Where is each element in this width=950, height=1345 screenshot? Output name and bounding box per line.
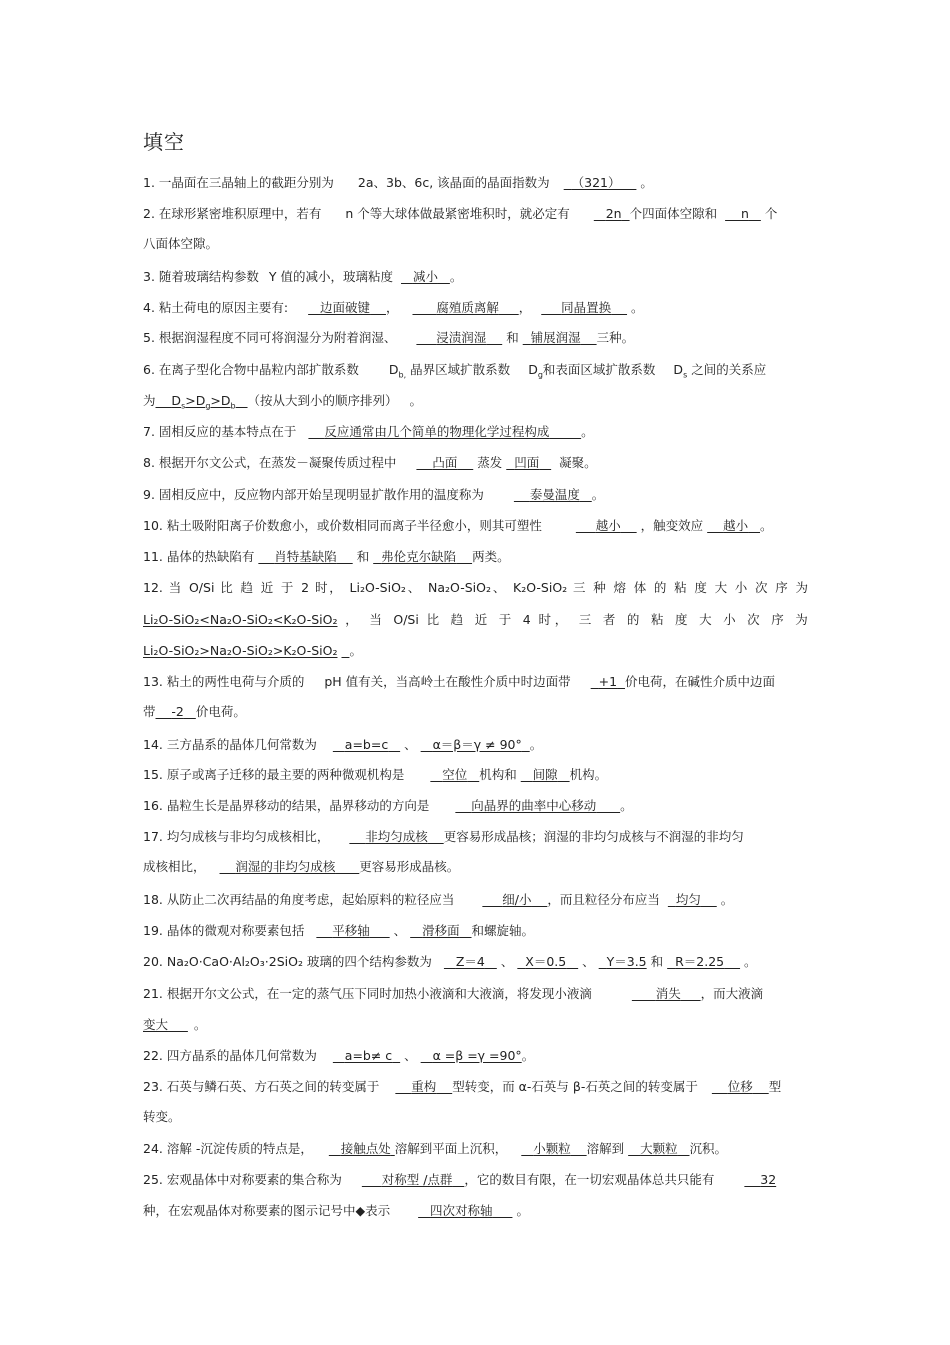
q18-answer-2: 均匀 — [675, 892, 701, 907]
q15-answer-2: 间隙 — [532, 767, 558, 782]
q12-word: 次 — [755, 580, 770, 595]
q22-text: 22. 四方晶系的晶体几何常数为 — [143, 1048, 317, 1063]
q12-word: O/Si — [393, 612, 419, 627]
q17-answer-1: 非均匀成核 — [365, 829, 428, 844]
question-16 — [143, 798, 808, 814]
q12-word: 熔 — [613, 580, 628, 595]
q18-end: 。 — [720, 892, 734, 907]
q6-text-4: 之间的关系应 — [691, 362, 767, 377]
question-25 — [143, 1172, 808, 1188]
q18-answer-1: 细/小 — [502, 892, 532, 907]
question-12-line-3 — [143, 643, 808, 659]
q5-text: 5. 根据润湿程度不同可将润湿分为附着润湿、 — [143, 330, 397, 345]
question-5 — [143, 330, 808, 346]
q20-text-2: 和 — [650, 954, 664, 969]
q12-word: 于 — [498, 612, 516, 627]
q12-word: 大 — [699, 612, 716, 627]
q5-text-2: 和 — [506, 330, 519, 345]
q12-end: 。 — [349, 643, 362, 658]
q16-text: 16. 晶粒生长是晶界移动的结果，晶界移动的方向是 — [143, 798, 430, 813]
question-19: 19. 晶体的微观对称要素包括 平移轴 、 滑移面 和螺旋轴。 — [143, 923, 535, 938]
question-18 — [143, 892, 808, 908]
q3-text-2: Y 值的减小，玻璃粘度 — [268, 269, 394, 284]
q12-word: 比 — [220, 580, 235, 595]
q12-word: 时， — [314, 580, 344, 595]
q12-word: ， — [345, 612, 362, 627]
q20-text: 20. Na₂O·CaO·Al₂O₃·2SiO₂ 玻璃的四个结构参数为 — [143, 954, 432, 969]
q19-answer-1: 平移轴 — [332, 923, 370, 938]
q20-answer-2: X＝0.5 — [525, 954, 567, 969]
q9-answer: 泰曼温度 — [529, 487, 580, 502]
q2-answer-2: n — [741, 206, 749, 221]
q22-answer-1: a=b≠ c — [344, 1048, 393, 1063]
q12-word: 粘 — [674, 580, 689, 595]
question-15 — [143, 767, 808, 783]
q3-end: 。 — [449, 269, 463, 284]
q12-answer-2: Li₂O-SiO₂>Na₂O-SiO₂>K₂O-SiO₂ — [143, 643, 338, 658]
question-12-line-2 — [143, 612, 808, 628]
q12-word: 者 — [602, 612, 620, 627]
q12-word: 为 — [795, 580, 808, 595]
question-23 — [143, 1079, 808, 1095]
q6-note: （按从大到小的顺序排列） — [247, 393, 398, 408]
q13-text-3: 价电荷，在碱性介质中边面 — [625, 674, 776, 689]
q12-word: 粘 — [650, 612, 668, 627]
q4-answer-1: 边面破键 — [320, 300, 371, 315]
q12-word: 当 — [168, 580, 184, 595]
q6-answer: $D_s>D_g>D_b$ — [171, 393, 236, 411]
q12-word: 度 — [675, 612, 692, 627]
q5-answer-1: 浸渍润湿 — [436, 330, 487, 345]
q12-word: 三 — [573, 580, 588, 595]
question-25-line-2 — [143, 1203, 808, 1219]
q25-answer-1: 对称型 /点群 — [381, 1172, 453, 1187]
q25-answer-3: 四次对称轴 — [430, 1203, 493, 1218]
q13-text: 13. 粘土的两性电荷与介质的 — [143, 674, 305, 689]
q12-word: 体 — [633, 580, 649, 595]
question-1 — [143, 175, 808, 191]
q14-answer-2: α＝β＝γ ≠ 90° — [432, 737, 522, 752]
q12-word: 度 — [694, 580, 709, 595]
q5-answer-2: 铺展润湿 — [530, 330, 581, 345]
q12-word: 12. — [143, 580, 163, 595]
page-title: 填空 — [143, 130, 185, 154]
q12-word: 的 — [626, 612, 644, 627]
q16-answer: 向晶界的曲率中心移动 — [471, 798, 597, 813]
q1-answer: （321） — [571, 175, 621, 190]
q15-text: 15. 原子或离子迁移的最主要的两种微观机构是 — [143, 767, 405, 782]
q12-word: 次 — [747, 612, 764, 627]
question-7 — [143, 424, 808, 440]
q12-word: 大 — [714, 580, 729, 595]
q10-end: 。 — [760, 518, 773, 533]
q11-end: 两类。 — [472, 549, 510, 564]
q23-text-3: 型 — [768, 1079, 782, 1094]
q12-word: 比 — [426, 612, 443, 627]
q17-text-3: 更容易形成晶核。 — [359, 859, 460, 874]
q2-text-3: 个四面体空隙和 — [629, 206, 718, 221]
q13-answer-2: -2 — [171, 704, 184, 719]
q10-answer-1: 越小 — [595, 518, 621, 533]
q8-text-2: 蒸发 — [477, 455, 503, 470]
question-9 — [143, 487, 808, 503]
q12-word: 于 — [280, 580, 296, 595]
q11-text: 11. 晶体的热缺陷有 — [143, 549, 255, 564]
q11-answer-2: 弗伦克尔缺陷 — [381, 549, 457, 564]
q9-text: 9. 固相反应中，反应物内部开始呈现明显扩散作用的温度称为 — [143, 487, 484, 502]
q14-end: 。 — [529, 737, 543, 752]
q12-word: O/Si — [188, 580, 215, 595]
q20-answer-1: Z＝4 — [455, 954, 485, 969]
q14-answer-1: a=b=c — [344, 737, 389, 752]
q9-end: 。 — [591, 487, 605, 502]
question-23-line-2: 转变。 — [143, 1109, 181, 1124]
question-22: 22. 四方晶系的晶体几何常数为 a=b≠ c 、 α =β =γ =90°。 — [143, 1048, 535, 1063]
q18-text-2: ，而且粒径分布应当 — [547, 892, 660, 907]
q12-word: 为 — [795, 612, 808, 627]
question-11 — [143, 549, 808, 565]
q24-answer-1: 接触点处 — [340, 1141, 391, 1156]
q25-answer-2: 32 — [760, 1172, 777, 1187]
q12-word: 序 — [775, 580, 790, 595]
q2-text-4: 个 — [764, 206, 778, 221]
question-24 — [143, 1141, 808, 1157]
q12-word: 三 — [578, 612, 596, 627]
q2-answer-1: 2n — [605, 206, 622, 221]
question-20: 20. Na₂O·CaO·Al₂O₃·2SiO₂ 玻璃的四个结构参数为 Z＝4 、 X＝0.5 、 Y＝3.5 和 R＝2.25 。 — [143, 954, 757, 969]
q24-text-3: 溶解到 — [586, 1141, 625, 1156]
q21-answer-2: 变大 — [143, 1017, 169, 1032]
q12-word: 4 — [522, 612, 531, 627]
q8-end: 凝聚。 — [559, 455, 597, 470]
q12-word: Na₂O-SiO₂、 — [427, 580, 508, 595]
q21-text: 21. 根据开尔文公式，在一定的蒸气压下同时加热小液滴和大液滴，将发现小液滴 — [143, 986, 592, 1001]
q2-text-2: n 个等大球体做最紧密堆积时，就必定有 — [345, 206, 570, 221]
question-21-line-2 — [143, 1017, 808, 1033]
q23-text-2: 型转变，而 α-石英与 β-石英之间的转变属于 — [452, 1079, 698, 1094]
question-4: 4. 粘土荷电的原因主要有: 边面破键 ， 腐殖质离解 ， 同晶置换 。 — [143, 300, 644, 315]
q12-word: 趋 — [240, 580, 255, 595]
question-21 — [143, 986, 808, 1002]
q13-answer-1: +1 — [598, 674, 618, 689]
q24-text-2: 溶解到平面上沉积， — [394, 1141, 508, 1156]
q12-word: 小 — [723, 612, 740, 627]
q17-text: 17. 均匀成核与非均匀成核相比， — [143, 829, 330, 844]
q23-answer-2: 位移 — [727, 1079, 753, 1094]
question-13-line-2: 带 -2 价电荷。 — [143, 704, 246, 719]
q10-answer-2: 越小 — [723, 518, 749, 533]
q8-answer-2: 凹面 — [514, 455, 540, 470]
q1-text-2: 2a、3b、6c, 该晶面的晶面指数为 — [357, 175, 550, 190]
q12-word: 近 — [474, 612, 491, 627]
q6-text-2: 晶界区域扩散系数 — [410, 362, 511, 377]
q4-text: 4. 粘土荷电的原因主要有: — [143, 300, 289, 315]
q24-text: 24. 溶解 -沉淀传质的特点是， — [143, 1141, 313, 1156]
q25-end: 。 — [516, 1203, 529, 1218]
q19-text: 19. 晶体的微观对称要素包括 — [143, 923, 305, 938]
q15-text-2: 机构和 — [479, 767, 517, 782]
q3-answer: 减小 — [412, 269, 438, 284]
question-12 — [143, 580, 808, 596]
q12-word: K₂O-SiO₂ — [513, 580, 568, 595]
question-17 — [143, 829, 808, 845]
q13-text-2: pH 值有关，当高岭土在酸性介质中时边面带 — [324, 674, 571, 689]
question-6-line-2: 为 $D_s>D_g>D_b$ （按从大到小的顺序排列） 。 — [143, 393, 423, 411]
q10-text-2: ，触变效应 — [640, 518, 704, 533]
q2-text: 2. 在球形紧密堆积原理中，若有 — [143, 206, 322, 221]
q5-end: 三种。 — [596, 330, 635, 345]
q12-word: 近 — [260, 580, 276, 595]
q25-text: 25. 宏观晶体中对称要素的集合称为 — [143, 1172, 342, 1187]
q12-word: 序 — [771, 612, 788, 627]
q19-end: 和螺旋轴。 — [471, 923, 535, 938]
q21-end: 。 — [193, 1017, 207, 1032]
q8-text: 8. 根据开尔文公式，在蒸发－凝聚传质过程中 — [143, 455, 397, 470]
q25-text-3: 种，在宏观晶体对称要素的图示记号中◆表示 — [143, 1203, 391, 1218]
q11-answer-1: 肖特基缺陷 — [274, 549, 337, 564]
q20-answer-3: Y＝3.5 — [606, 954, 647, 969]
q16-end: 。 — [620, 798, 633, 813]
question-3 — [143, 269, 808, 285]
q7-text: 7. 固相反应的基本特点在于 — [143, 424, 297, 439]
q18-text: 18. 从防止二次再结晶的角度考虑，起始原料的粒径应当 — [143, 892, 455, 907]
q12-word: 2 — [301, 580, 310, 595]
q12-word: 小 — [734, 580, 750, 595]
q14-text: 14. 三方晶系的晶体几何常数为 — [143, 737, 317, 752]
q24-answer-3: 大颗粒 — [640, 1141, 678, 1156]
q12-word: 时， — [538, 612, 572, 627]
question-13 — [143, 674, 808, 690]
q24-answer-2: 小颗粒 — [533, 1141, 571, 1156]
q4-answer-3: 同晶置换 — [561, 300, 612, 315]
q12-word: Li₂O-SiO₂、 — [349, 580, 423, 595]
q22-end: 。 — [521, 1048, 535, 1063]
q15-answer-1: 空位 — [442, 767, 468, 782]
question-2 — [143, 206, 808, 222]
q6-text: 6. 在离子型化合物中晶粒内部扩散系数 — [143, 362, 359, 377]
q4-end: 。 — [631, 300, 644, 315]
q13-text-4: 价电荷。 — [195, 704, 246, 719]
q19-answer-2: 滑移面 — [422, 923, 460, 938]
q8-answer-1: 凸面 — [432, 455, 458, 470]
q7-answer: 反应通常由几个简单的物理化学过程构成 — [324, 424, 550, 439]
q12-word: 当 — [369, 612, 386, 627]
q1-text: 1. 一晶面在三晶轴上的截距分别为 — [143, 175, 334, 190]
question-10 — [143, 518, 808, 534]
q4-answer-2: 腐殖质离解 — [436, 300, 499, 315]
q11-text-2: 和 — [356, 549, 370, 564]
q17-answer-2: 润湿的非均匀成核 — [235, 859, 336, 874]
q6-text-3: 和表面区域扩散系数 — [542, 362, 656, 377]
q21-text-2: ，而大液滴 — [700, 986, 764, 1001]
q23-answer-1: 重构 — [411, 1079, 437, 1094]
q20-answer-4: R＝2.25 — [675, 954, 725, 969]
q12-word: 种 — [593, 580, 608, 595]
q12-word: 趋 — [450, 612, 467, 627]
q12-word: 的 — [653, 580, 669, 595]
q3-text: 3. 随着玻璃结构参数 — [143, 269, 259, 284]
question-8 — [143, 455, 808, 471]
q12-answer-1: Li₂O-SiO₂<Na₂O-SiO₂<K₂O-SiO₂ — [143, 612, 338, 627]
q22-answer-2: α =β =γ =90° — [432, 1048, 522, 1063]
question-14: 14. 三方晶系的晶体几何常数为 a=b=c 、 α＝β＝γ ≠ 90° 。 — [143, 737, 543, 752]
q17-text-2: 更容易形成晶核；润湿的非均匀成核与不润湿的非均匀 — [443, 829, 744, 844]
q23-text: 23. 石英与鳞石英、方石英之间的转变属于 — [143, 1079, 380, 1094]
question-17-line-2: 成核相比， 润湿的非均匀成核 更容易形成晶核。 — [143, 859, 460, 874]
q20-end: 。 — [744, 954, 757, 969]
q15-end: 机构。 — [569, 767, 608, 782]
q1-end: 。 — [640, 175, 653, 190]
q24-end: 沉积。 — [689, 1141, 728, 1156]
question-6: 6. 在离子型化合物中晶粒内部扩散系数 $D_{b,}$ 晶界区域扩散系数 $D_g$和表面区域扩散系数 $D_s$ 之间的关系应 — [143, 362, 767, 380]
question-2-line-2: 八面体空隙。 — [143, 236, 219, 251]
q25-text-2: ，它的数目有限，在一切宏观晶体总共只能有 — [464, 1172, 715, 1187]
q7-end: 。 — [581, 424, 594, 439]
q21-answer-1: 消失 — [655, 986, 681, 1001]
q10-text: 10. 粘土吸附阳离子价数愈小，或价数相同而离子半径愈小，则其可塑性 — [143, 518, 542, 533]
